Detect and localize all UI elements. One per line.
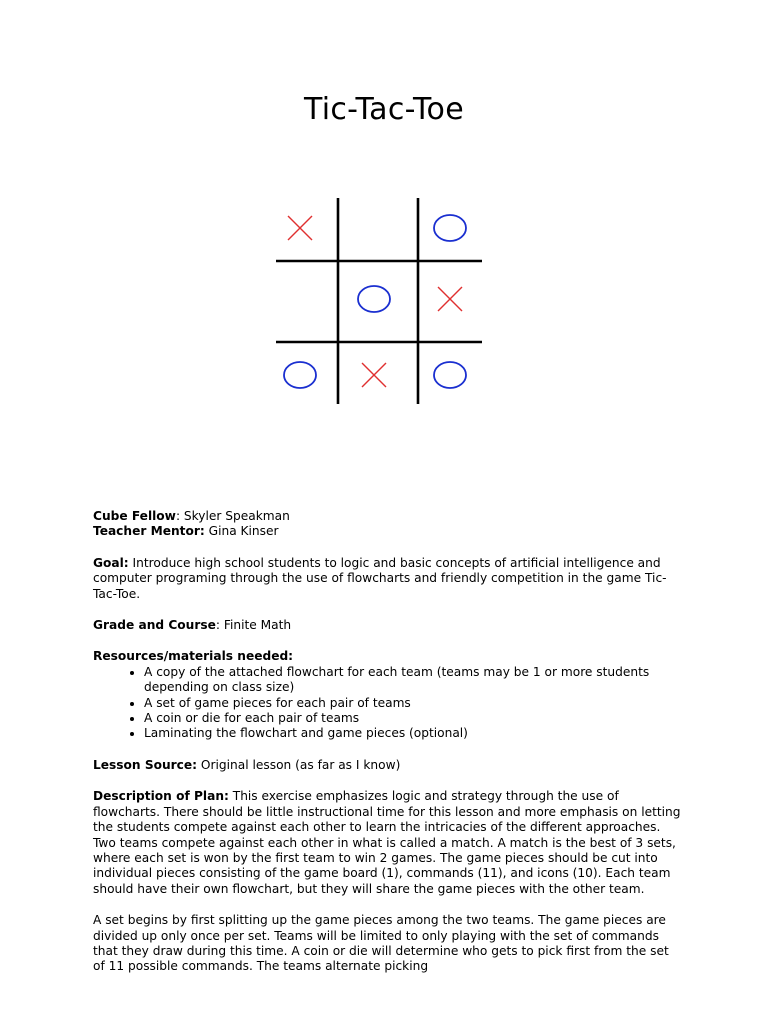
goal-label: Goal: (93, 555, 129, 570)
resource-item: • Laminating the flowchart and game pieces (optional) (144, 726, 683, 741)
grade-course-label: Grade and Course (93, 618, 216, 633)
page-title: Tic-Tac-Toe (304, 92, 464, 127)
description-paragraph (93, 789, 683, 897)
grade-course-value: : Finite Math (215, 618, 292, 633)
x-mark (288, 216, 312, 240)
lesson-source-line (93, 758, 683, 773)
goal-paragraph (93, 556, 683, 602)
teacher-mentor-line (93, 524, 683, 539)
resource-item: • A coin or die for each pair of teams (144, 711, 683, 726)
o-mark (284, 362, 316, 388)
o-mark (434, 215, 466, 241)
x-mark (362, 363, 386, 387)
resource-item: • A set of game pieces for each pair of teams (144, 696, 683, 711)
cube-fellow-label: Cube Fellow (93, 509, 176, 523)
tic-tac-toe-board (276, 198, 486, 408)
board-marks (284, 215, 466, 388)
resources-heading (93, 649, 683, 664)
o-mark (358, 286, 390, 312)
description-label: Description of Plan: (93, 789, 229, 804)
resource-item: • A copy of the attached flowchart for each team (teams may be 1 or more students depending on class size) (144, 665, 683, 696)
grade-course-line (93, 618, 683, 633)
goal-text: Introduce high school students to logic and basic concepts of artificial intelligence and computer programing through the use of flowcharts and friendly competition in the game Tic-Tac-Toe. (93, 555, 667, 601)
set-rules-paragraph: A set begins by first splitting up the game pieces among the two teams. The game pieces are divided up only once per set. Teams will be limited to only playing with the set of commands that they draw during this time. A coin or die will determine who gets to pick first from the set of 11 possible commands. The teams alternate picking (93, 913, 669, 974)
lesson-source-value: Original lesson (as far as I know) (197, 757, 401, 772)
x-mark (438, 287, 462, 311)
teacher-mentor-value: Gina Kinser (204, 524, 279, 539)
resources-list (93, 665, 683, 742)
lesson-source-label: Lesson Source: (93, 757, 198, 772)
cube-fellow-value: : Skyler Speakman (175, 509, 290, 523)
teacher-mentor-label: Teacher Mentor: (93, 524, 205, 539)
resources-label: Resources/materials needed: (93, 649, 294, 664)
description-text: This exercise emphasizes logic and strategy through the use of flowcharts. There should be little instructional time for this lesson and more emphasis on letting the students compete against each other to learn the intricacies of the different approaches. Two teams compete against each other in what is called a match. A match is the best of 3 sets, where each set is won by the first team to win 2 games. The game pieces should be cut into individual pieces consisting of the game board (1), commands (11), and icons (10). Each team should have their own flowchart, but they will share the game pieces with the other team. (93, 789, 681, 896)
o-mark (434, 362, 466, 388)
lesson-plan (93, 509, 683, 975)
cube-fellow-line (93, 509, 683, 524)
